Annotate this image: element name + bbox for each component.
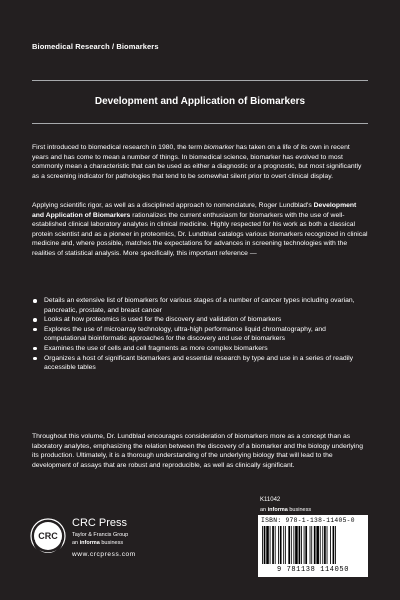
barcode-bar — [322, 526, 323, 564]
barcode-bar — [275, 526, 276, 564]
informa-brand: informa — [267, 507, 288, 513]
barcode-bar — [299, 526, 301, 564]
informa-prefix: an — [260, 507, 268, 513]
list-item — [32, 354, 362, 373]
barcode-bar — [288, 526, 290, 564]
title-top-rule — [32, 80, 368, 81]
informa-business-line — [260, 507, 311, 513]
barcode-bar — [304, 526, 305, 564]
barcode-bar — [278, 526, 279, 564]
barcode-bar — [314, 526, 316, 564]
intro-text-before: First introduced to biomedical research in 1980, the term — [32, 144, 204, 151]
publisher-name: CRC Press — [72, 517, 128, 529]
crc-press-logo-icon — [30, 518, 66, 554]
barcode-icon — [262, 526, 364, 566]
bullet-icon — [33, 299, 37, 303]
barcode-bar — [310, 526, 311, 564]
barcode-bar — [335, 526, 336, 564]
barcode-bar — [330, 526, 331, 564]
feature-list — [32, 296, 362, 373]
intro-paragraph — [32, 143, 368, 181]
barcode-bar — [291, 526, 292, 564]
intro-text-after: has taken on a life of its own in recent years and has come to mean a number of things. In biomedical science, biomarker has evolved to most commonly mean a characteristic that can be used as either a diagnostic or a prognostic, but most significantly as a screening indicator for pathologies that tend to be somewhat silent prior to overt clinical display. — [32, 144, 362, 180]
intro-text-italic: biomarker — [203, 144, 235, 151]
list-item-text: Explores the use of microarray technology, ultra-high performance liquid chromatography, and computational bioinformatic approaches for the discovery and use of biomarkers — [44, 325, 326, 343]
barcode-bar — [280, 526, 282, 564]
title-bottom-rule — [32, 123, 368, 124]
crc-logo-text: CRC — [38, 531, 58, 541]
list-item — [32, 344, 362, 354]
barcode-bar — [293, 526, 294, 564]
summary-text-before: Applying scientific rigor, as well as a disciplined approach to nomenclature, Roger Lundblad's — [32, 202, 314, 209]
list-item-text: Looks at how proteomics is used for the discovery and validation of biomarkers — [44, 316, 282, 324]
list-item-text: Examines the use of cells and cell fragments as more complex biomarkers — [44, 344, 268, 352]
barcode-bar — [262, 526, 263, 564]
series-category: Biomedical Research / Biomarkers — [32, 42, 159, 51]
barcode-bar — [272, 526, 274, 564]
closing-paragraph: Throughout this volume, Dr. Lundblad encourages consideration of biomarkers more as a concept than as laboratory analytes, emphasizing the relation between the discovery of a biomarker and the biology underlying its production. Ultimately, it is a thorough understanding of the underlying biology that will lead to the development of assays that are robust and reproducible, as well as clinically significant. — [32, 433, 363, 469]
publisher-business-brand: informa — [79, 540, 100, 546]
book-title: Development and Application of Biomarkers — [94, 96, 306, 107]
barcode-bar — [285, 526, 286, 564]
barcode-bar — [305, 526, 307, 564]
publisher-business-line — [72, 540, 123, 546]
barcode-bar — [324, 526, 326, 564]
barcode-bar — [270, 526, 271, 564]
summary-text-title: Development and Application of Biomarkers — [32, 202, 357, 219]
barcode-panel — [258, 515, 368, 577]
summary-text-after: rationalizes the current enthusiasm for biomarkers with the use of well-established clinical laboratory analytes in clinical medicine. Highly respected for his work as both a classical protein scientist and as a pioneer in proteomics, Dr. Lundblad catalogs various biomarkers recognized in clinical medicine and, where possible, matches the expectations for advances in screening technologies with the realities of statistical analysis. More specifically, this important reference — — [32, 211, 368, 257]
barcode-bar — [320, 526, 321, 564]
bullet-icon — [33, 347, 37, 351]
barcode-bar — [311, 526, 312, 564]
publisher-business-prefix: an — [72, 540, 80, 546]
bullet-icon — [33, 357, 37, 361]
barcode-bar — [295, 526, 298, 564]
product-code: K11042 — [260, 497, 281, 503]
barcode-bar — [264, 526, 266, 564]
list-item — [32, 315, 362, 325]
summary-paragraph — [32, 201, 368, 259]
barcode-bar — [333, 526, 335, 564]
list-item-text: Organizes a host of significant biomarkers and essential research by type and use in a series of readily accessible tables — [44, 354, 354, 372]
barcode-bar — [283, 526, 284, 564]
barcode-bar — [316, 526, 319, 564]
informa-suffix: business — [287, 507, 312, 513]
isbn-number: ISBN: 978-1-138-11405-0 — [261, 517, 355, 524]
barcode-bar — [301, 526, 302, 564]
publisher-url: www.crcpress.com — [72, 551, 136, 558]
barcode-bar — [266, 526, 269, 564]
barcode-bar — [327, 526, 328, 564]
list-item — [32, 325, 362, 344]
bullet-icon — [33, 318, 37, 322]
list-item-text: Details an extensive list of biomarkers for various stages of a number of cancer types including ovarian, pancreatic, prostate, and breast cancer — [44, 297, 355, 314]
list-item — [32, 296, 362, 315]
ean-number: 9 781138 114050 — [276, 566, 349, 574]
publisher-business-suffix: business — [99, 540, 124, 546]
bullet-icon — [33, 328, 37, 332]
publisher-group: Taylor & Francis Group — [72, 532, 129, 538]
